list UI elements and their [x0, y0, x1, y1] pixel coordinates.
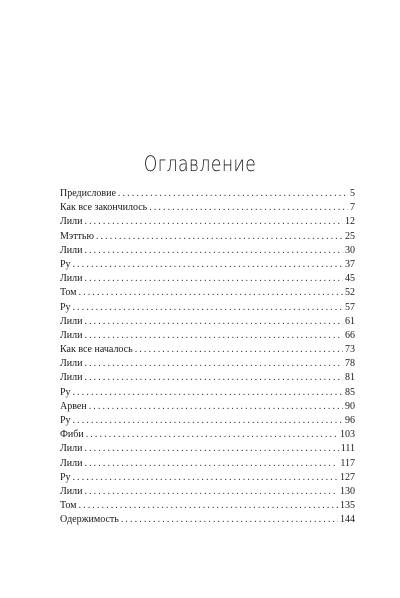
toc-entry-page-number: 144: [340, 514, 355, 526]
toc-entry-label: Как все закончилось: [60, 202, 148, 214]
toc-entry-page-number: 61: [345, 315, 355, 327]
toc-entry: [60, 315, 355, 329]
toc-entry: [60, 400, 355, 414]
toc-leader-dots: [84, 272, 343, 286]
toc-entry-page-number: 135: [340, 500, 355, 512]
toc-entry-label: Ру: [60, 415, 71, 426]
toc-entry-page-number: 37: [345, 258, 355, 270]
toc-entry-label: Арвен: [60, 400, 87, 412]
toc-leader-dots: [84, 485, 338, 499]
toc-entry-page-number: 127: [340, 471, 355, 483]
toc-entry-label: Лили: [60, 244, 83, 256]
toc-entry: [60, 244, 355, 258]
toc-entry: [60, 386, 355, 400]
toc-entry: [60, 442, 355, 456]
toc-entry-label: Фиби: [60, 429, 84, 441]
toc-leader-dots: [121, 513, 338, 527]
toc-entry: [60, 343, 355, 357]
toc-entry-page-number: 25: [345, 230, 355, 242]
toc-leader-dots: [149, 201, 348, 215]
toc-leader-dots: [96, 230, 343, 244]
toc-entry-label: Лили: [60, 358, 83, 370]
toc-entry-label: Ру: [60, 301, 71, 313]
toc-entry-label: Лили: [60, 273, 83, 285]
toc-entry: [60, 428, 355, 442]
toc-entry-page-number: 117: [340, 457, 355, 469]
toc-entry-page-number: 96: [345, 415, 355, 426]
toc-entry-page-number: 5: [350, 188, 355, 199]
toc-entry-page-number: 78: [345, 358, 355, 370]
toc-entry-label: Лили: [60, 329, 83, 341]
toc-entry: [60, 414, 355, 428]
toc-entry-page-number: 45: [345, 273, 355, 285]
toc-leader-dots: [118, 187, 348, 201]
toc-entry-label: Одержимость: [60, 514, 119, 526]
toc-entry: [60, 301, 355, 315]
toc-entry-label: Ру: [60, 471, 71, 483]
toc-entry-label: Мэттью: [60, 230, 94, 242]
toc-entry: [60, 187, 355, 201]
toc-entry: [60, 485, 355, 499]
toc-entry-label: Лили: [60, 372, 83, 384]
toc-leader-dots: [84, 244, 343, 258]
toc-leader-dots: [84, 457, 338, 471]
toc-leader-dots: [73, 414, 343, 428]
toc-leader-dots: [73, 386, 343, 400]
toc-entry-page-number: 7: [350, 202, 355, 214]
toc-entry-label: Лили: [60, 485, 83, 497]
toc-entry-label: Лили: [60, 315, 83, 327]
toc-entry-label: Предисловие: [60, 188, 116, 199]
toc-entry-label: Ру: [60, 386, 71, 398]
toc-entry: [60, 215, 355, 229]
toc-entry: [60, 513, 355, 527]
toc-entry-page-number: 12: [345, 216, 355, 228]
toc-entry-label: Лили: [60, 216, 83, 228]
toc-entry: [60, 258, 355, 272]
toc-entry: [60, 272, 355, 286]
toc-entry-page-number: 111: [340, 443, 355, 455]
toc-entry-label: Том: [60, 287, 77, 299]
toc-leader-dots: [84, 442, 338, 456]
toc-heading: Оглавление: [143, 152, 257, 176]
toc-entry-page-number: 57: [345, 301, 355, 313]
toc-entry-page-number: 66: [345, 329, 355, 341]
toc-entry-page-number: 90: [345, 400, 355, 412]
toc-leader-dots: [79, 286, 344, 300]
toc-entry-page-number: 130: [340, 485, 355, 497]
toc-entry: [60, 499, 355, 513]
toc-leader-dots: [73, 301, 343, 315]
toc-entry: [60, 357, 355, 371]
toc-entry-page-number: 103: [340, 429, 355, 441]
toc-leader-dots: [73, 471, 338, 485]
toc-entry-label: Ру: [60, 258, 71, 270]
toc-entry: [60, 457, 355, 471]
toc-entry-page-number: 52: [345, 287, 355, 299]
toc-entry-page-number: 30: [345, 244, 355, 256]
toc-leader-dots: [79, 499, 339, 513]
toc-leader-dots: [84, 315, 343, 329]
toc-entry-label: Лили: [60, 443, 83, 455]
toc-entry: [60, 471, 355, 485]
toc-entry: [60, 286, 355, 300]
toc-leader-dots: [86, 428, 338, 442]
toc-leader-dots: [84, 329, 343, 343]
toc-entry: [60, 201, 355, 215]
toc-entry: [60, 230, 355, 244]
toc-entry-label: Том: [60, 500, 77, 512]
toc-leader-dots: [84, 215, 343, 229]
toc-leader-dots: [73, 258, 343, 272]
toc-entry-page-number: 81: [345, 372, 355, 384]
toc-entry-label: Лили: [60, 457, 83, 469]
toc-leader-dots: [84, 371, 343, 385]
toc-leader-dots: [135, 343, 343, 357]
toc-entry: [60, 329, 355, 343]
toc-leader-dots: [84, 357, 343, 371]
toc-list: [60, 187, 355, 528]
toc-entry: [60, 371, 355, 385]
toc-entry-page-number: 85: [345, 386, 355, 398]
toc-entry-label: Как все началось: [60, 344, 133, 356]
toc-leader-dots: [89, 400, 343, 414]
toc-entry-page-number: 73: [345, 344, 355, 356]
